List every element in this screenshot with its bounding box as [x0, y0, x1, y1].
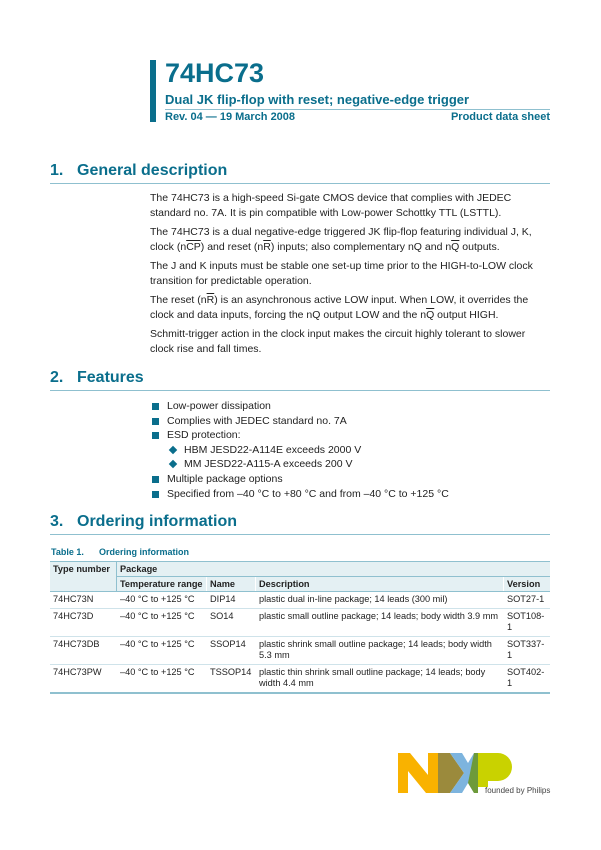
table-cell: SOT27-1 — [504, 592, 551, 609]
logo-tagline: founded by Philips — [485, 786, 551, 795]
header-divider — [165, 109, 550, 110]
section-heading-features — [50, 369, 550, 391]
table-caption-text: Ordering information — [99, 547, 189, 557]
text: $\overline{R}$ — [206, 294, 215, 306]
section-heading-ordering-information — [50, 513, 550, 535]
text: ) is an asynchronous active LOW input. When LOW, it overrides the clock and data inputs, forcing the nQ output LOW and the n — [150, 294, 529, 321]
header-package: Package — [117, 562, 551, 577]
feature-text: HBM JESD22-A114E exceeds 2000 V — [184, 443, 362, 456]
table-cell: plastic dual in-line package; 14 leads (300 mil) — [256, 592, 504, 609]
section-heading-general-description — [50, 162, 550, 184]
table-cell: SOT337-1 — [504, 636, 551, 664]
table-caption — [51, 547, 189, 557]
header-temperature-range: Temperature range — [117, 577, 207, 592]
feature-subitem — [150, 457, 449, 472]
text: The reset (n — [150, 294, 207, 306]
table-cell: TSSOP14 — [207, 664, 256, 693]
table-cell: –40 °C to +125 °C — [117, 636, 207, 664]
feature-item — [150, 428, 449, 443]
description-paragraph-3: The J and K inputs must be stable one set-up time prior to the HIGH-to-LOW clock transition for predictable operation. — [150, 260, 533, 287]
table-cell: plastic shrink small outline package; 14 leads; body width 5.3 mm — [256, 636, 504, 664]
section-title: Ordering information — [77, 513, 237, 530]
document-title: 74HC73 — [165, 58, 265, 88]
square-bullet-icon — [152, 491, 159, 498]
text: ) inputs; also complementary nQ and n — [270, 241, 452, 253]
text: outputs. — [459, 241, 500, 253]
table-cell: SSOP14 — [207, 636, 256, 664]
square-bullet-icon — [152, 418, 159, 425]
header-type-number: Type number — [50, 562, 117, 592]
table-cell: 74HC73N — [50, 592, 117, 609]
section-title: General description — [77, 162, 228, 179]
description-paragraph-1: The 74HC73 is a high-speed Si-gate CMOS device that complies with JEDEC standard no. 7A. It is pin compatible with Low-power Schottky TTL (LSTTL). — [150, 192, 512, 219]
feature-item — [150, 472, 449, 487]
diamond-bullet-icon — [169, 446, 177, 454]
section-number: 3. — [50, 513, 64, 530]
header-name: Name — [207, 577, 256, 592]
description-paragraph-5: Schmitt-trigger action in the clock input makes the circuit highly tolerant to slower clock rise and fall times. — [150, 328, 526, 355]
table-row — [50, 608, 550, 636]
features-list — [150, 399, 449, 501]
table-cell: –40 °C to +125 °C — [117, 664, 207, 693]
table-row — [50, 592, 550, 609]
section-number: 1. — [50, 162, 64, 179]
feature-text: Low-power dissipation — [167, 400, 271, 412]
square-bullet-icon — [152, 432, 159, 439]
text: $\overline{Q}$ — [451, 241, 460, 253]
table-cell: DIP14 — [207, 592, 256, 609]
text: $\overline{CP}$ — [186, 241, 201, 253]
feature-item — [150, 414, 449, 429]
feature-text: Specified from –40 °C to +80 °C and from –40 °C to +125 °C — [167, 487, 449, 500]
table-cell: –40 °C to +125 °C — [117, 608, 207, 636]
table-cell: SOT402-1 — [504, 664, 551, 693]
table-cell: –40 °C to +125 °C — [117, 592, 207, 609]
document-subtitle: Dual JK flip-flop with reset; negative-edge trigger — [165, 92, 470, 107]
diamond-bullet-icon — [169, 460, 177, 468]
feature-item — [150, 399, 449, 414]
text: ) and reset (n — [200, 241, 264, 253]
text: output HIGH. — [434, 309, 499, 321]
table-cell: 74HC73D — [50, 608, 117, 636]
square-bullet-icon — [152, 476, 159, 483]
table-cell: 74HC73DB — [50, 636, 117, 664]
feature-text: Complies with JEDEC standard no. 7A — [167, 414, 347, 427]
description-paragraph-4 — [150, 293, 550, 323]
feature-text: Multiple package options — [167, 472, 283, 485]
header-description: Description — [256, 577, 504, 592]
table-row — [50, 664, 550, 693]
text: The 74HC73 is a dual negative-edge triggered JK flip-flop featuring individual J, K, clock (n — [150, 226, 532, 253]
section-title: Features — [77, 369, 144, 386]
text: $\overline{Q}$ — [426, 309, 435, 321]
feature-text: ESD protection: — [167, 429, 241, 442]
table-cell: plastic small outline package; 14 leads; body width 3.9 mm — [256, 608, 504, 636]
header-version: Version — [504, 577, 551, 592]
feature-text: MM JESD22-A115-A exceeds 200 V — [184, 458, 353, 471]
title-accent-bar — [150, 60, 156, 122]
table-cell: plastic thin shrink small outline package; 14 leads; body width 4.4 mm — [256, 664, 504, 693]
ordering-information-table — [50, 561, 550, 694]
square-bullet-icon — [152, 403, 159, 410]
description-paragraph-2 — [150, 225, 550, 255]
document-type: Product data sheet — [450, 111, 550, 123]
table-cell: SO14 — [207, 608, 256, 636]
table-cell: SOT108-1 — [504, 608, 551, 636]
section-number: 2. — [50, 369, 64, 386]
feature-item — [150, 487, 449, 502]
table-label: Table 1. — [51, 547, 84, 557]
table-cell: 74HC73PW — [50, 664, 117, 693]
table-row — [50, 636, 550, 664]
revision-info: Rev. 04 — 19 March 2008 — [165, 111, 296, 123]
text: $\overline{R}$ — [263, 241, 271, 253]
feature-subitem — [150, 443, 449, 458]
